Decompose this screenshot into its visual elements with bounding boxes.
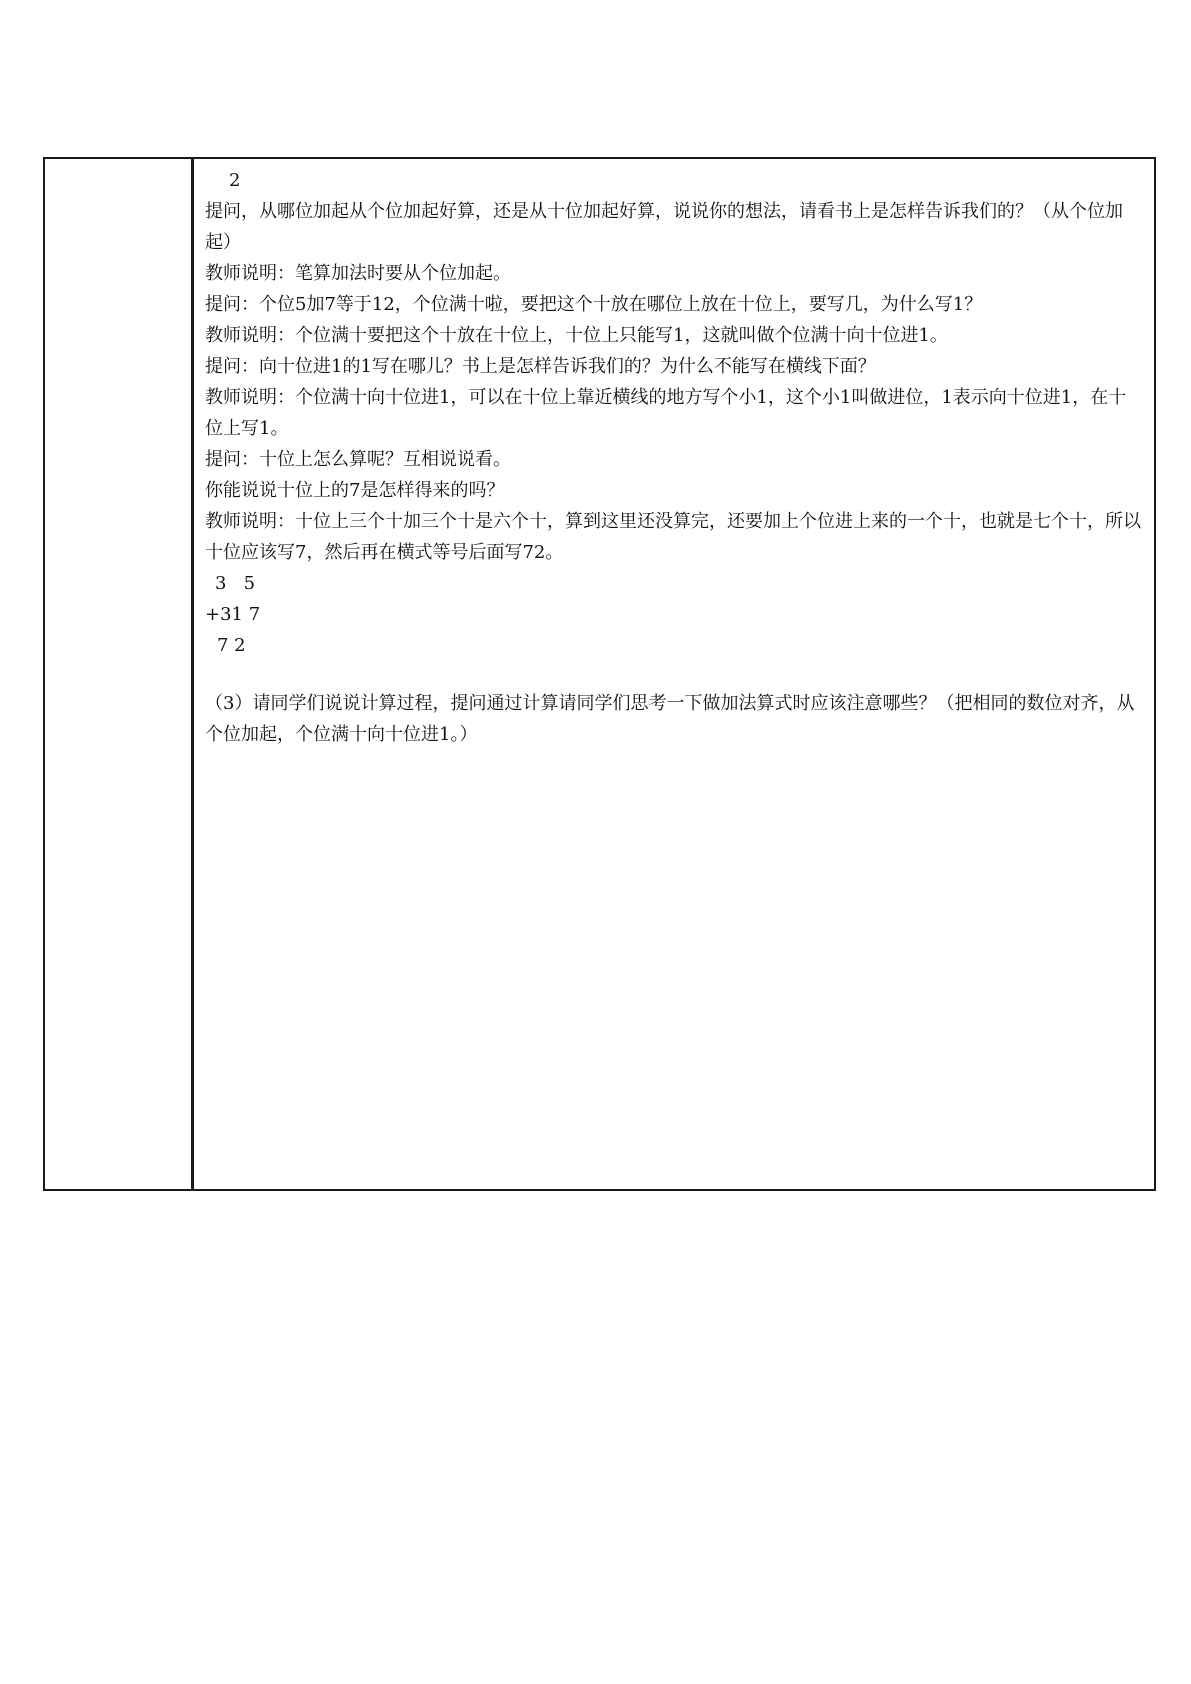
paragraph-question-tens: 提问：十位上怎么算呢？互相说说看。: [205, 449, 511, 470]
paragraph-question-ones: 提问：个位5加7等于12，个位满十啦，要把这个十放在哪位上放在十位上，要写几，为什么写1？: [205, 294, 983, 315]
top-number: 2: [229, 170, 241, 191]
lesson-table: [43, 157, 1156, 1191]
table-left-cell: [45, 159, 194, 1189]
vertical-addition-row-1: 3 5: [215, 573, 256, 594]
paragraph-question-carry: 提问：向十位进1的1写在哪儿？书上是怎样告诉我们的？为什么不能写在横线下面？: [205, 356, 876, 377]
table-content-cell: [194, 159, 1154, 1189]
vertical-addition-row-2: +31 7: [205, 604, 261, 625]
paragraph-teacher-explain-3: 教师说明：个位满十向十位进1，可以在十位上靠近横线的地方写个小1，这个小1叫做进位，1表示向十位进1，在十位上写1。: [205, 387, 1127, 439]
paragraph-question-start: 提问，从哪位加起从个位加起好算，还是从十位加起好算，说说你的想法，请看书上是怎样告诉我们的？（从个位加起）: [205, 201, 1123, 253]
paragraph-summary-question: （3）请同学们说说计算过程，提问通过计算请同学们思考一下做加法算式时应该注意哪些？（把相同的数位对齐，从个位加起，个位满十向十位进1。）: [205, 693, 1135, 745]
vertical-addition-row-3: 7 2: [217, 635, 246, 656]
paragraph-teacher-explain-1: 教师说明：笔算加法时要从个位加起。: [205, 263, 511, 284]
paragraph-question-seven: 你能说说十位上的7是怎样得来的吗？: [205, 480, 505, 501]
paragraph-teacher-explain-2: 教师说明：个位满十要把这个十放在十位上，十位上只能写1，这就叫做个位满十向十位进1。: [205, 325, 948, 346]
spacer: [205, 661, 1144, 688]
paragraph-teacher-explain-4: 教师说明：十位上三个十加三个十是六个十，算到这里还没算完，还要加上个位进上来的一个十，也就是七个十，所以十位应该写7，然后再在横式等号后面写72。: [205, 511, 1141, 563]
